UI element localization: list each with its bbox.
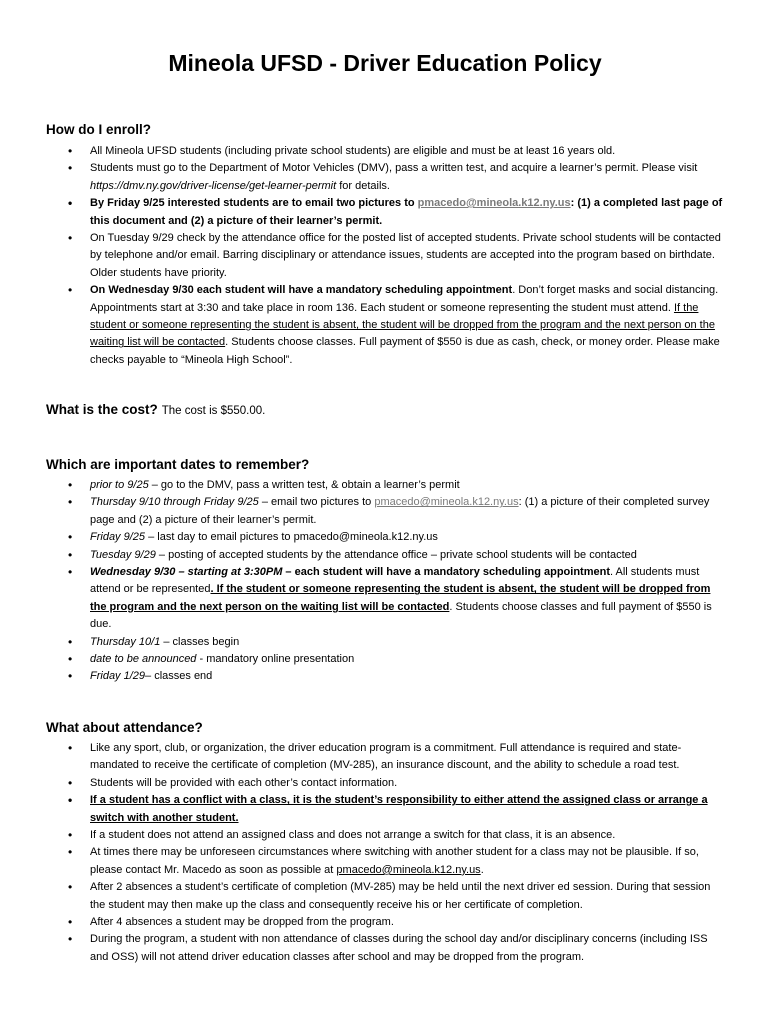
enroll-b3-pre: By Friday 9/25 interested students are to email two pictures to xyxy=(90,197,418,210)
enroll-b5-tail: . Students choose classes. Full payment of $550 is due as cash, check, or money order. Please make checks payable to “Mineola High School”. xyxy=(90,336,720,366)
dates-list xyxy=(66,477,726,686)
date-label: prior to 9/25 xyxy=(90,479,149,491)
list-item xyxy=(66,143,726,160)
attendance-a5-pre: At times there may be unforeseen circumstances where switching with another student for a class may not be plausible. If so, please contact Mr. Macedo as soon as possible at xyxy=(90,846,699,876)
attendance-list xyxy=(66,740,726,966)
attendance-a5-post: . xyxy=(480,863,484,876)
email-link[interactable]: pmacedo@mineola.k12.ny.us xyxy=(336,863,481,876)
list-item xyxy=(66,634,726,651)
date-desc: - mandatory online presentation xyxy=(196,653,355,666)
enroll-b4: On Tuesday 9/29 check by the attendance office for the posted list of accepted students. Private school students will be contacted by telephone and/or email. Barring disciplinary or attendance issues, students are accepted into the program based on birthdate. Older students have priority. xyxy=(90,232,721,279)
dates-heading: Which are important dates to remember? xyxy=(46,457,310,472)
date-label: Tuesday 9/29 xyxy=(90,548,156,561)
date-desc: – classes end xyxy=(145,670,213,683)
enroll-b2-tail: for details. xyxy=(336,179,390,192)
date-label: Thursday 9/10 through Friday 9/25 xyxy=(90,496,259,509)
date-label: Friday 1/29 xyxy=(90,670,146,683)
cost-heading xyxy=(46,402,265,417)
list-item xyxy=(66,844,726,879)
attendance-a4: If a student does not attend an assigned class and does not arrange a switch for that class, it is an absence. xyxy=(90,829,616,842)
date-label: Friday 9/25 xyxy=(90,531,146,544)
cost-text: The cost is $550.00. xyxy=(161,405,266,417)
list-item xyxy=(66,529,726,546)
attendance-a7: After 4 absences a student may be dropped from the program. xyxy=(90,916,394,929)
email-link[interactable]: pmacedo@mineola.k12.ny.us xyxy=(417,197,571,210)
list-item xyxy=(66,564,726,634)
list-item xyxy=(66,792,726,827)
email-link[interactable]: pmacedo@mineola.k12.ny.us xyxy=(374,496,519,509)
enroll-list xyxy=(66,143,726,369)
list-item xyxy=(66,230,726,282)
list-item xyxy=(66,827,726,844)
attendance-a8: During the program, a student with non attendance of classes during the school day and/or disciplinary concerns (including ISS and OSS) will not attend driver education classes after school and may be dropped from the program. xyxy=(90,933,708,963)
date-desc: – posting of accepted students by the attendance office – private school students will be contacted xyxy=(155,548,637,561)
enroll-b5-underline: If the student or someone representing the student is absent, the student will be dropped from the program and the next person on the waiting list will be contacted xyxy=(90,301,715,349)
list-item xyxy=(66,879,726,914)
document-title: Mineola UFSD - Driver Education Policy xyxy=(168,50,602,76)
date-label: Wednesday 9/30 – starting at 3:30PM xyxy=(90,566,283,579)
enroll-b1: All Mineola UFSD students (including private school students) are eligible and must be at least 16 years old. xyxy=(90,145,616,157)
list-item xyxy=(66,547,726,564)
attendance-a2: Students will be provided with each other’s contact information. xyxy=(90,776,398,789)
list-item xyxy=(66,651,726,668)
list-item xyxy=(66,494,726,529)
enroll-b2-text: Students must go to the Department of Motor Vehicles (DMV), pass a written test, and acquire a learner’s permit. Please visit xyxy=(90,162,698,175)
list-item xyxy=(66,775,726,792)
date-desc-bold-underline: . If the student or someone representing the student is absent, the student will be dropped from the program and the next person on the waiting list will be contacted xyxy=(90,583,711,613)
cost-heading-text: What is the cost? xyxy=(46,402,158,417)
date-desc-post: : (1) a picture of their completed survey page and (2) a picture of their learner’s permit. xyxy=(90,496,710,526)
enroll-b5-mid: . Don’t forget masks and social distancing. Appointments start at 3:30 and take place in room 136. Each student or someone representing the student must attend. xyxy=(90,284,719,314)
date-desc-bold: – each student will have a mandatory scheduling appointment xyxy=(282,566,610,579)
date-desc-tail: . Students choose classes and full payment of $550 is due. xyxy=(90,600,712,631)
list-item xyxy=(66,282,726,369)
list-item xyxy=(66,477,726,494)
date-desc: . All students must attend or be represented xyxy=(90,566,700,596)
enroll-b5-bold: On Wednesday 9/30 each student will have a mandatory scheduling appointment xyxy=(90,284,513,297)
list-item xyxy=(66,195,726,230)
attendance-a3: If a student has a conflict with a class, it is the student’s responsibility to either attend the assigned class or arrange a switch with another student. xyxy=(90,794,708,824)
date-desc: – classes begin xyxy=(160,635,240,648)
attendance-heading: What about attendance? xyxy=(46,720,203,735)
date-desc: – last day to email pictures to pmacedo@mineola.k12.ny.us xyxy=(145,531,438,544)
date-desc: – email two pictures to xyxy=(258,496,375,509)
attendance-a1: Like any sport, club, or organization, the driver education program is a commitment. Full attendance is required and state-mandated to receive the certificate of completion (MV-285), an insurance discount, and the ability to schedule a road test. xyxy=(90,742,682,772)
dmv-url: https://dmv.ny.gov/driver-license/get-learner-permit xyxy=(90,179,337,192)
list-item xyxy=(66,740,726,775)
attendance-a6: After 2 absences a student’s certificate of completion (MV-285) may be held until the next driver ed session. During that session the student may then make up the class and consequently receive his or her certificate of completion. xyxy=(90,881,711,911)
date-label: date to be announced xyxy=(90,653,197,666)
list-item xyxy=(66,914,726,931)
date-label: Thursday 10/1 xyxy=(90,635,161,648)
list-item xyxy=(66,160,726,195)
enroll-b3-post: : (1) a completed last page of this document and (2) a picture of their learner’s permit. xyxy=(90,197,723,227)
enroll-heading: How do I enroll? xyxy=(46,122,151,137)
date-desc: – go to the DMV, pass a written test, & obtain a learner’s permit xyxy=(148,479,460,491)
list-item xyxy=(66,668,726,685)
list-item xyxy=(66,931,726,966)
